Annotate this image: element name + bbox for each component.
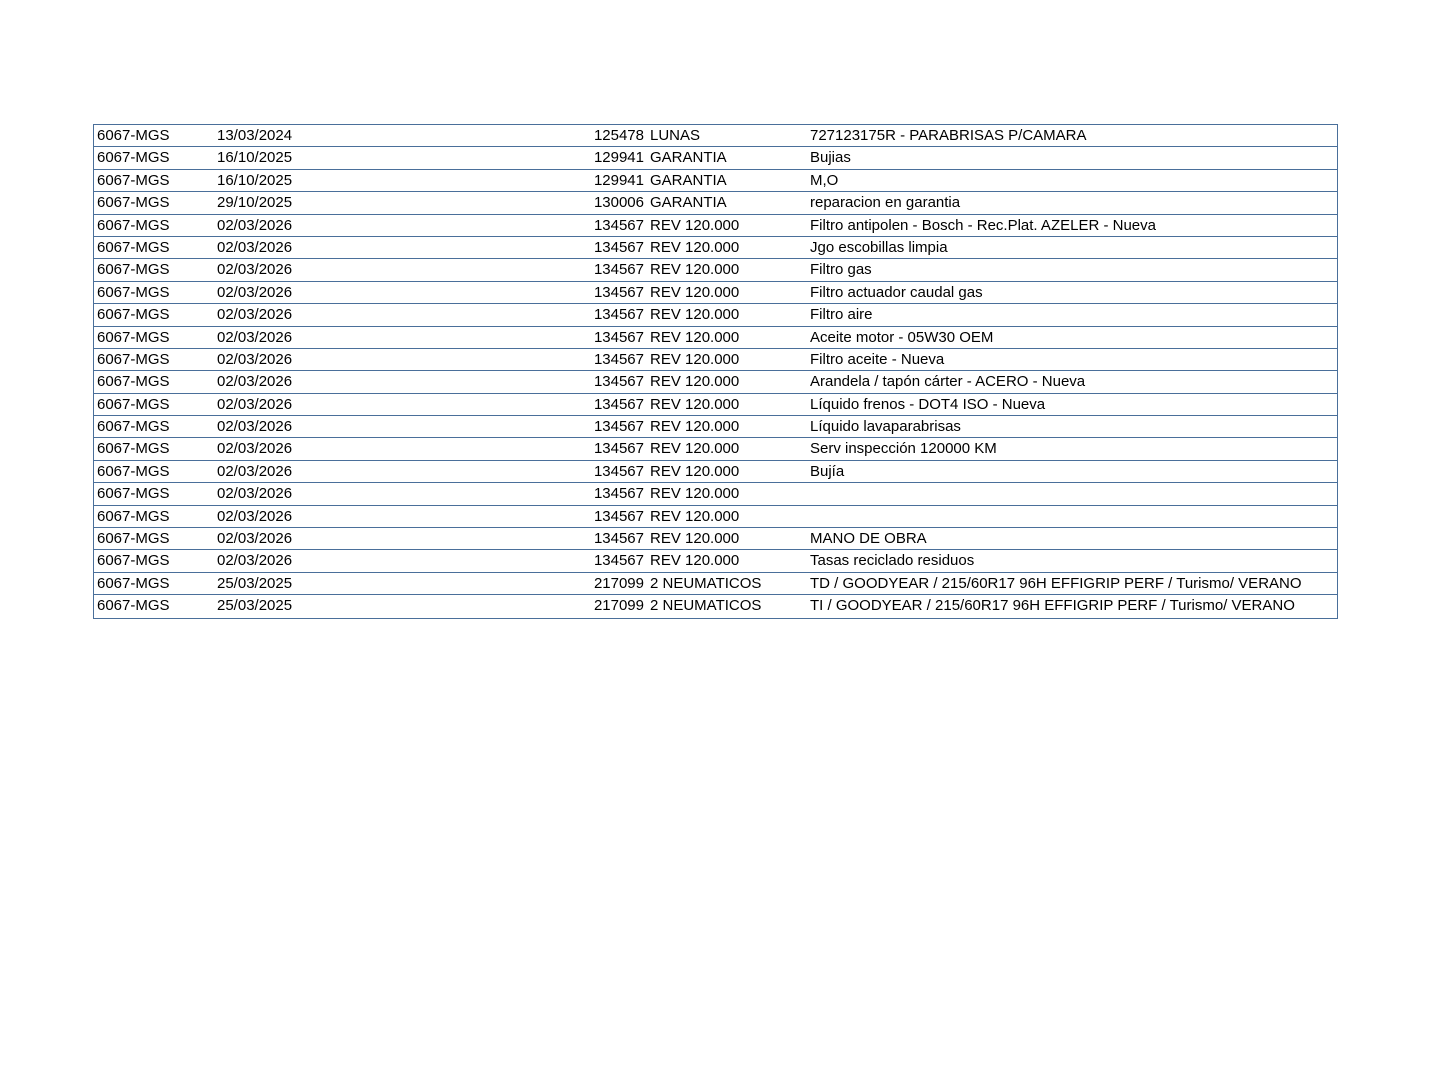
table-row [94, 237, 1337, 259]
plate-cell: 6067-MGS [97, 574, 170, 592]
plate-cell: 6067-MGS [97, 216, 170, 234]
table-row [94, 595, 1337, 617]
plate-cell: 6067-MGS [97, 507, 170, 525]
date-cell: 02/03/2026 [217, 350, 293, 368]
plate-cell: 6067-MGS [97, 552, 170, 570]
service-type-cell: REV 120.000 [650, 328, 740, 346]
table-row [94, 192, 1337, 214]
date-cell: 02/03/2026 [217, 507, 293, 525]
maintenance-table [93, 124, 1338, 619]
date-cell: 02/03/2026 [217, 216, 293, 234]
service-type-cell: REV 120.000 [650, 440, 740, 458]
service-type-cell: REV 120.000 [650, 261, 740, 279]
description-cell: Arandela / tapón cárter - ACERO - Nueva [810, 373, 1086, 391]
table-row [94, 371, 1337, 393]
table-row [94, 416, 1337, 438]
service-type-cell: REV 120.000 [650, 485, 740, 503]
order-number-cell: 217099 [593, 597, 644, 615]
table-row [94, 259, 1337, 281]
description-cell: Jgo escobillas limpia [810, 238, 948, 256]
service-type-cell: REV 120.000 [650, 552, 740, 570]
order-number-cell: 134567 [593, 440, 644, 458]
table-row [94, 215, 1337, 237]
description-cell: Líquido lavaparabrisas [810, 418, 961, 436]
service-type-cell: REV 120.000 [650, 507, 740, 525]
date-cell: 16/10/2025 [217, 171, 293, 189]
service-type-cell: GARANTIA [650, 149, 727, 167]
order-number-cell: 134567 [593, 373, 644, 391]
plate-cell: 6067-MGS [97, 418, 170, 436]
table-row [94, 506, 1337, 528]
description-cell: Filtro antipolen - Bosch - Rec.Plat. AZELER - Nueva [810, 216, 1156, 234]
order-number-cell: 134567 [593, 507, 644, 525]
plate-cell: 6067-MGS [97, 194, 170, 212]
table-row [94, 573, 1337, 595]
order-number-cell: 134567 [593, 350, 644, 368]
table-row [94, 483, 1337, 505]
date-cell: 13/03/2024 [217, 127, 293, 144]
description-cell: Filtro actuador caudal gas [810, 283, 983, 301]
plate-cell: 6067-MGS [97, 283, 170, 301]
date-cell: 02/03/2026 [217, 485, 293, 503]
plate-cell: 6067-MGS [97, 127, 170, 144]
plate-cell: 6067-MGS [97, 238, 170, 256]
plate-cell: 6067-MGS [97, 328, 170, 346]
description-cell: Tasas reciclado residuos [810, 552, 975, 570]
date-cell: 02/03/2026 [217, 462, 293, 480]
service-type-cell: 2 NEUMATICOS [650, 574, 762, 592]
table-row [94, 528, 1337, 550]
date-cell: 02/03/2026 [217, 373, 293, 391]
plate-cell: 6067-MGS [97, 261, 170, 279]
service-type-cell: GARANTIA [650, 194, 727, 212]
table-row [94, 349, 1337, 371]
service-type-cell: 2 NEUMATICOS [650, 597, 762, 615]
order-number-cell: 134567 [593, 530, 644, 548]
order-number-cell: 134567 [593, 216, 644, 234]
service-type-cell: REV 120.000 [650, 238, 740, 256]
date-cell: 25/03/2025 [217, 574, 293, 592]
plate-cell: 6067-MGS [97, 171, 170, 189]
table-row [94, 282, 1337, 304]
order-number-cell: 134567 [593, 328, 644, 346]
date-cell: 02/03/2026 [217, 306, 293, 324]
table-row [94, 394, 1337, 416]
service-type-cell: GARANTIA [650, 171, 727, 189]
date-cell: 02/03/2026 [217, 328, 293, 346]
service-type-cell: REV 120.000 [650, 306, 740, 324]
order-number-cell: 134567 [593, 238, 644, 256]
plate-cell: 6067-MGS [97, 149, 170, 167]
description-cell: Aceite motor - 05W30 OEM [810, 328, 994, 346]
plate-cell: 6067-MGS [97, 530, 170, 548]
plate-cell: 6067-MGS [97, 373, 170, 391]
order-number-cell: 134567 [593, 485, 644, 503]
description-cell: Bujias [810, 149, 851, 167]
date-cell: 02/03/2026 [217, 552, 293, 570]
date-cell: 02/03/2026 [217, 395, 293, 413]
date-cell: 02/03/2026 [217, 238, 293, 256]
date-cell: 02/03/2026 [217, 283, 293, 301]
description-cell: 727123175R - PARABRISAS P/CAMARA [810, 127, 1087, 144]
order-number-cell: 134567 [593, 261, 644, 279]
table-row [94, 125, 1337, 147]
date-cell: 25/03/2025 [217, 597, 293, 615]
plate-cell: 6067-MGS [97, 440, 170, 458]
plate-cell: 6067-MGS [97, 485, 170, 503]
order-number-cell: 134567 [593, 395, 644, 413]
description-cell: Líquido frenos - DOT4 ISO - Nueva [810, 395, 1046, 413]
order-number-cell: 217099 [593, 574, 644, 592]
date-cell: 02/03/2026 [217, 530, 293, 548]
table-row [94, 461, 1337, 483]
service-type-cell: REV 120.000 [650, 418, 740, 436]
table-row [94, 550, 1337, 572]
plate-cell: 6067-MGS [97, 597, 170, 615]
plate-cell: 6067-MGS [97, 350, 170, 368]
order-number-cell: 129941 [593, 171, 644, 189]
description-cell: Bujía [810, 462, 845, 480]
order-number-cell: 134567 [593, 283, 644, 301]
description-cell: Filtro aceite - Nueva [810, 350, 945, 368]
description-cell: Filtro gas [810, 261, 872, 279]
order-number-cell: 134567 [593, 418, 644, 436]
description-cell: Filtro aire [810, 306, 873, 324]
table-row [94, 304, 1337, 326]
order-number-cell: 134567 [593, 306, 644, 324]
table-row [94, 147, 1337, 169]
order-number-cell: 134567 [593, 552, 644, 570]
date-cell: 29/10/2025 [217, 194, 293, 212]
description-cell: Serv inspección 120000 KM [810, 440, 997, 458]
order-number-cell: 125478 [593, 127, 644, 144]
description-cell: TD / GOODYEAR / 215/60R17 96H EFFIGRIP PERF / Turismo/ VERANO [810, 574, 1302, 592]
date-cell: 02/03/2026 [217, 261, 293, 279]
service-type-cell: REV 120.000 [650, 350, 740, 368]
service-type-cell: REV 120.000 [650, 216, 740, 234]
date-cell: 16/10/2025 [217, 149, 293, 167]
plate-cell: 6067-MGS [97, 306, 170, 324]
plate-cell: 6067-MGS [97, 462, 170, 480]
description-cell: M,O [810, 171, 839, 189]
service-type-cell: REV 120.000 [650, 395, 740, 413]
table-row [94, 170, 1337, 192]
date-cell: 02/03/2026 [217, 440, 293, 458]
order-number-cell: 134567 [593, 462, 644, 480]
table-row [94, 438, 1337, 460]
service-type-cell: REV 120.000 [650, 283, 740, 301]
description-cell: MANO DE OBRA [810, 530, 927, 548]
plate-cell: 6067-MGS [97, 395, 170, 413]
service-type-cell: REV 120.000 [650, 373, 740, 391]
order-number-cell: 129941 [593, 149, 644, 167]
service-type-cell: LUNAS [650, 127, 701, 144]
order-number-cell: 130006 [593, 194, 644, 212]
table-row [94, 327, 1337, 349]
service-type-cell: REV 120.000 [650, 530, 740, 548]
description-cell: TI / GOODYEAR / 215/60R17 96H EFFIGRIP PERF / Turismo/ VERANO [810, 597, 1295, 615]
service-type-cell: REV 120.000 [650, 462, 740, 480]
description-cell: reparacion en garantia [810, 194, 961, 212]
date-cell: 02/03/2026 [217, 418, 293, 436]
